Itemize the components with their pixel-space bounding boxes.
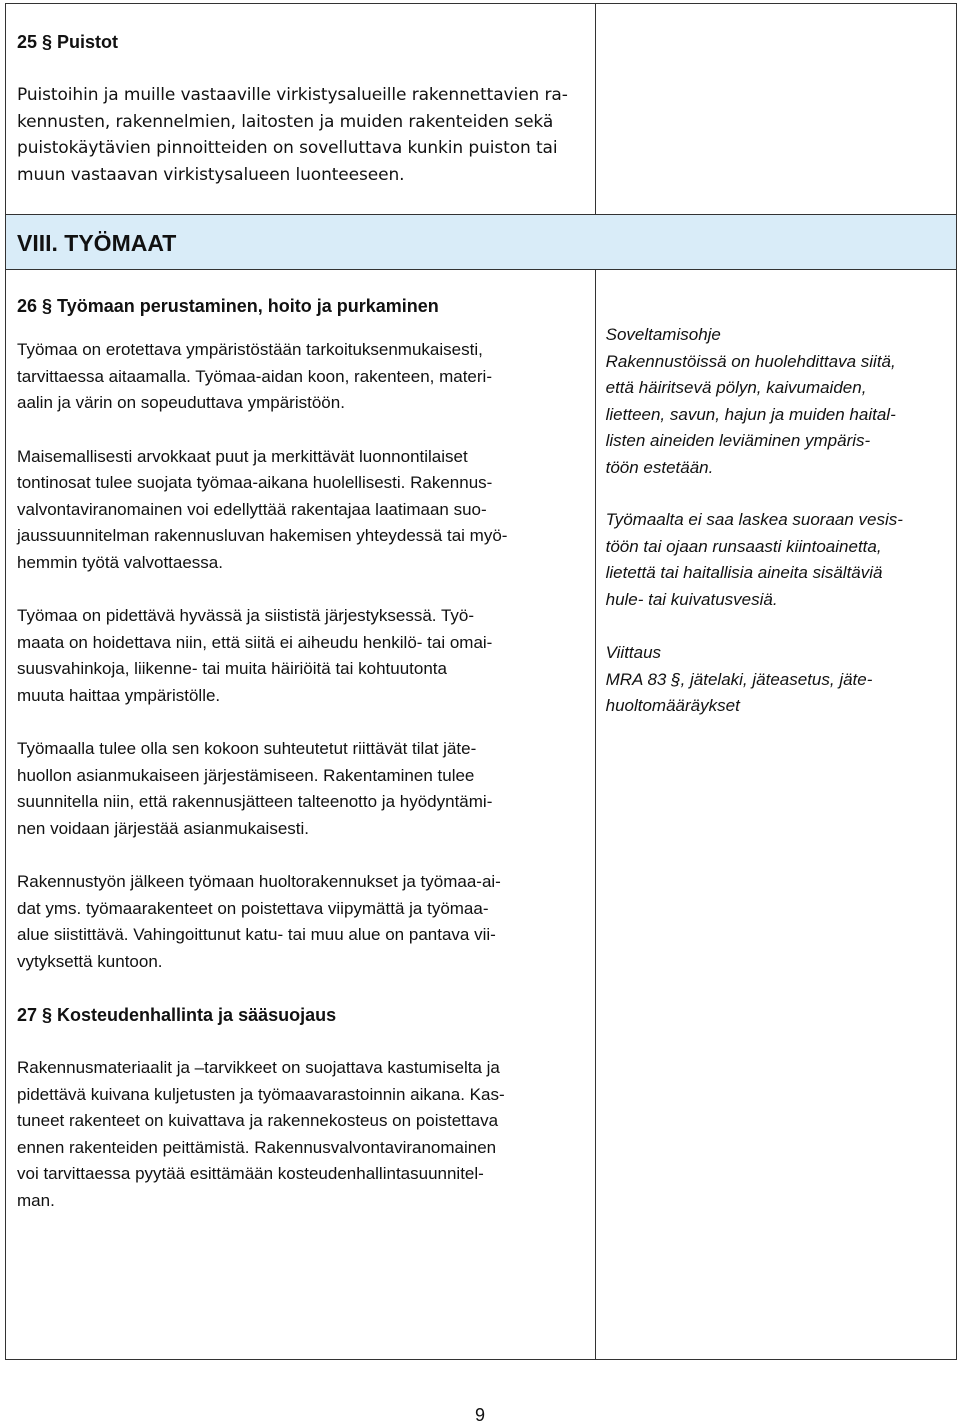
text-line: Maisemallisesti arvokkaat puut ja merkittävät luonnontilaiset: [17, 446, 468, 466]
text-line: Työmaalta ei saa laskea suoraan vesis-: [605, 510, 903, 530]
section-25-text: [17, 82, 585, 188]
text-line: Puistoihin ja muille vastaaville virkistysalueille rakennettavien ra-: [17, 85, 568, 105]
text-line: nen voidaan järjestää asianmukaisesti.: [17, 818, 310, 838]
text-line: tarvittaessa aitaamalla. Työmaa-aidan koon, rakenteen, materi-: [17, 366, 492, 386]
chapter-heading: VIII. TYÖMAAT: [17, 230, 177, 257]
text-line: suusvahinkoja, liikenne- tai muita häiriöitä tai kohtuutonta: [17, 659, 447, 679]
text-line: aalin ja värin on sopeuduttava ympäristöön.: [17, 393, 345, 413]
text-line: dat yms. työmaarakenteet on poistettava viipymättä ja työmaa-: [17, 898, 489, 918]
text-line: Työmaa on erotettava ympäristöstään tarkoituksenmukaisesti,: [17, 340, 483, 360]
sidebar-cell: [595, 270, 956, 1360]
text-line: töön estetään.: [605, 457, 714, 477]
text-line: suunnitella niin, että rakennusjätteen talteenotto ja hyödyntämi-: [17, 792, 493, 812]
side-empty-cell: [595, 4, 956, 215]
section-26-paragraph: [17, 337, 585, 417]
text-line: tuneet rakenteet on kuivattava ja rakennekosteus on poistettava: [17, 1111, 499, 1131]
section-26-paragraph: [17, 869, 585, 975]
text-line: tontinosat tulee suojata työmaa-aikana huolellisesti. Rakennus-: [17, 473, 493, 493]
section-26-paragraph: [17, 444, 585, 577]
text-line: ennen rakenteiden peittämistä. Rakennusvalvontaviranomainen: [17, 1137, 497, 1157]
section-26-paragraph: [17, 736, 585, 842]
text-line: maata on hoidettava niin, että siitä ei aiheudu henkilö- tai omai-: [17, 632, 493, 652]
text-line: muuta haittaa ympäristölle.: [17, 685, 221, 705]
document-table: [5, 3, 957, 1360]
text-line: jaussuunnitelman rakennusluvan hakemisen yhteydessä tai myö-: [17, 526, 508, 546]
text-line: muun vastaavan virkistysalueen luonteeseen.: [17, 164, 405, 185]
section-27-heading: 27 § Kosteudenhallinta ja sääsuojaus: [17, 1005, 337, 1026]
text-line: alue siistittävä. Vahingoittunut katu- tai muu alue on pantava vii-: [17, 925, 496, 945]
text-line: listen aineiden leviäminen ympäris-: [605, 431, 871, 451]
text-line: töön tai ojaan runsaasti kiintoainetta,: [605, 536, 882, 556]
text-line: MRA 83 §, jätelaki, jäteasetus, jäte-: [605, 669, 873, 689]
section-26-heading: 26 § Työmaan perustaminen, hoito ja purkaminen: [17, 296, 439, 317]
text-line: hule- tai kuivatusvesiä.: [605, 589, 778, 609]
text-line: kennusten, rakennelmien, laitosten ja muiden rakenteiden sekä: [17, 111, 554, 132]
text-line: huoltomääräykset: [605, 696, 740, 716]
text-line: Rakennusmateriaalit ja –tarvikkeet on suojattava kastumiselta ja: [17, 1058, 500, 1078]
text-line: pidettävä kuivana kuljetusten ja työmaavarastoinnin aikana. Kas-: [17, 1084, 505, 1104]
text-line: valvontaviranomainen voi edellyttää rakentajaa laatimaan suo-: [17, 499, 487, 519]
text-line: Rakennustyön jälkeen työmaan huoltorakennukset ja työmaa-ai-: [17, 872, 501, 892]
guidance-label: Soveltamisohje: [605, 325, 721, 345]
text-line: hemmin työtä valvottaessa.: [17, 552, 223, 572]
reference-label: Viittaus: [605, 643, 662, 663]
text-line: lietettä tai haitallisia aineita sisältäviä: [605, 563, 883, 583]
text-line: Rakennustöissä on huolehdittava siitä,: [605, 351, 896, 371]
section-26-paragraph: [17, 603, 585, 709]
text-line: huollon asianmukaiseen järjestämiseen. Rakentaminen tulee: [17, 765, 475, 785]
section-25-cell: [6, 4, 596, 215]
text-line: puistokäytävien pinnoitteiden on sovelluttava kunkin puiston tai: [17, 138, 558, 158]
text-line: Työmaalla tulee olla sen kokoon suhteutetut riittävät tilat jäte-: [17, 739, 477, 759]
text-line: Työmaa on pidettävä hyvässä ja siististä järjestyksessä. Työ-: [17, 606, 474, 626]
text-line: man.: [17, 1190, 55, 1210]
section-25-heading: 25 § Puistot: [17, 32, 119, 52]
section-26-27-cell: [6, 270, 596, 1360]
text-line: voi tarvittaessa pyytää esittämään kosteudenhallintasuunnitel-: [17, 1164, 484, 1184]
reference-text: [606, 667, 948, 720]
text-line: että häiritsevä pölyn, kaivumaiden,: [605, 378, 867, 398]
guidance-paragraph: [606, 349, 948, 482]
section-27-paragraph: [17, 1055, 585, 1214]
guidance-paragraph: [606, 507, 948, 613]
text-line: lietteen, savun, hajun ja muiden haital-: [605, 404, 896, 424]
page-number: 9: [474, 1405, 485, 1425]
text-line: vytyksettä kuntoon.: [17, 951, 163, 971]
chapter-heading-cell: [6, 215, 957, 270]
